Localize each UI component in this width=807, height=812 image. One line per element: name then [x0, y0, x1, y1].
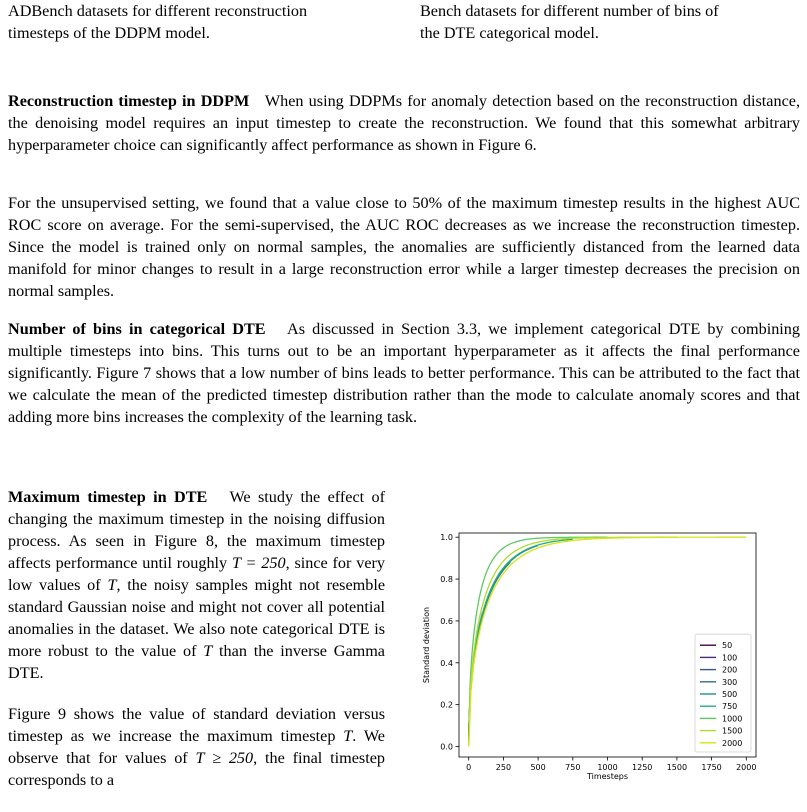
- caption-line: timesteps of the DDPM model.: [8, 24, 210, 42]
- series-line-1000: [469, 537, 608, 746]
- paragraph-text: , the final timestep corresponds to a: [8, 749, 385, 789]
- y-tick-label: 0.4: [440, 658, 453, 668]
- figure-7-caption-tail: [420, 0, 800, 44]
- legend-label-1500: 1500: [722, 726, 743, 736]
- caption-line: the DTE categorical model.: [420, 24, 599, 42]
- legend-label-100: 100: [722, 653, 738, 663]
- math-inline: T: [343, 727, 353, 745]
- series-line-1500: [469, 537, 677, 746]
- paragraph-text: than the inverse Gamma DTE.: [8, 642, 385, 682]
- x-tick-label: 2000: [736, 763, 757, 772]
- paragraph-text: For the unsupervised setting, we found that a value close to 50% of the maximum timestep results in the highest AUC ROC score on average. For the semi-supervised, the AUC ROC decreases as we increase the reconstruction timestep. Since the model is trained only on normal samples, the anomalies are sufficiently distanced from the learned data manifold for minor changes to result in a large reconstruction error while a larger timestep decreases the precision on normal samples.: [8, 194, 800, 300]
- paragraph-figure-9: [8, 703, 385, 791]
- series-line-750: [469, 539, 573, 746]
- y-axis-label: Standard deviation: [422, 606, 431, 684]
- y-tick-label: 0.8: [440, 575, 453, 585]
- legend-label-2000: 2000: [722, 738, 743, 748]
- paragraph-maximum-timestep: [8, 486, 385, 684]
- math-inline: T: [203, 642, 213, 660]
- math-inline: T: [107, 576, 117, 594]
- paragraph-heading: Reconstruction timestep in DDPM: [8, 92, 250, 110]
- x-tick-label: 1750: [701, 763, 722, 772]
- math-inline: T ≥ 250: [195, 749, 254, 767]
- paragraph-text: We study the effect of changing the maximum timestep in the noising diffusion process. As seen in Figure 8, the maximum timestep affects performance until roughly: [8, 488, 386, 572]
- caption-line: Bench datasets for different number of bins of: [420, 2, 719, 20]
- legend-label-300: 300: [722, 677, 738, 687]
- paragraph-reconstruction-timestep: [8, 90, 800, 156]
- x-tick-label: 250: [495, 763, 512, 772]
- x-tick-label: 1500: [666, 763, 688, 772]
- legend-label-200: 200: [722, 665, 738, 675]
- x-tick-label: 1250: [632, 763, 653, 772]
- y-tick-label: 0.2: [440, 700, 453, 710]
- std-vs-timestep-chart: [405, 528, 805, 788]
- paragraph-text: When using DDPMs for anomaly detection based on the reconstruction distance, the denoising model requires an input timestep to create the reconstruction. We found that this somewhat arbitrary hyperparameter choice can significantly affect performance as shown in Figure 6.: [8, 92, 801, 154]
- x-tick-label: 500: [530, 763, 546, 772]
- plot-area: [422, 533, 756, 781]
- x-axis-label: Timesteps: [586, 772, 629, 781]
- x-tick-label: 1000: [597, 763, 618, 772]
- paragraph-heading: Number of bins in categorical DTE: [8, 320, 266, 338]
- x-tick-label: 0: [466, 763, 472, 772]
- x-tick-label: 750: [565, 763, 581, 772]
- math-inline: T = 250: [231, 554, 286, 572]
- paragraph-text: Figure 9 shows the value of standard deviation versus timestep as we increase the maximum timestep: [8, 705, 385, 745]
- paragraph-heading: Maximum timestep in DTE: [8, 488, 208, 506]
- paragraph-text: , the noisy samples might not resemble standard Gaussian noise and might not cover all potential anomalies in the dataset. We also note categorical DTE is more robust to the value of: [8, 576, 386, 660]
- y-tick-label: 1.0: [440, 533, 453, 543]
- legend-label-750: 750: [722, 702, 738, 712]
- paragraph-unsupervised: [8, 192, 800, 302]
- y-tick-label: 0.6: [440, 616, 453, 626]
- legend-label-500: 500: [722, 690, 738, 699]
- y-tick-label: 0.0: [440, 742, 453, 752]
- paragraph-number-of-bins: [8, 318, 800, 428]
- paragraph-text: , since for very low values of: [8, 554, 385, 594]
- legend-label-50: 50: [722, 641, 733, 651]
- legend-label-1000: 1000: [722, 714, 743, 724]
- paragraph-text: As discussed in Section 3.3, we implement categorical DTE by combining multiple timesteps into bins. This turns out to be an important hyperparameter as it affects the final performance significantly. Figure 7 shows that a low number of bins leads to better performance. This can be attributed to the fact that we calculate the mean of the predicted timestep distribution rather than the mode to calculate anomaly scores and that adding more bins increases the complexity of the learning task.: [8, 320, 800, 426]
- caption-line: ADBench datasets for different reconstruction: [8, 2, 308, 20]
- paragraph-text: . We observe that for values of: [8, 727, 385, 767]
- series-line-500: [469, 546, 538, 747]
- figure-6-caption-tail: [8, 0, 393, 44]
